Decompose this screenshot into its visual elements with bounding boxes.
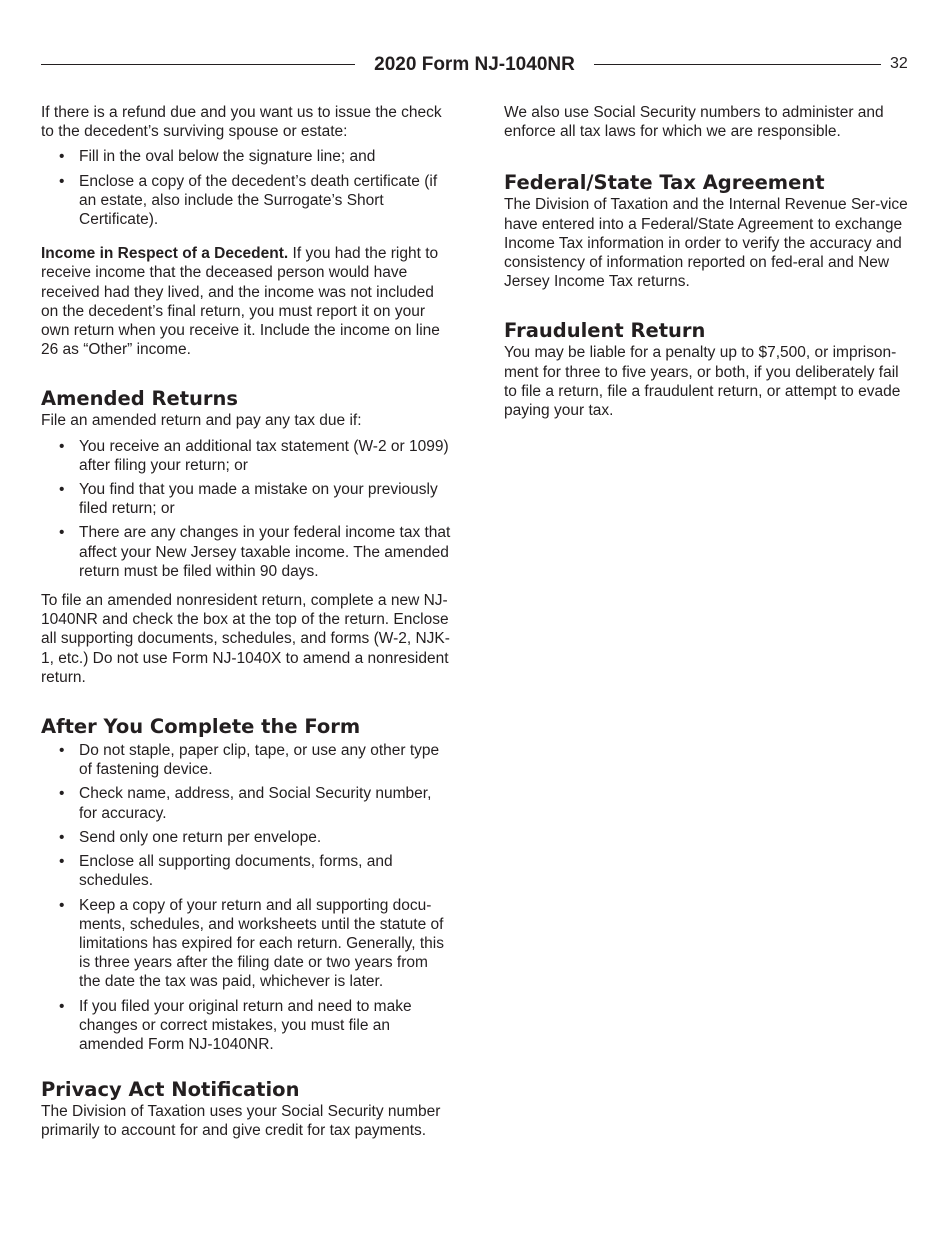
bullet-icon: •: [59, 524, 65, 542]
list-item: • Check name, address, and Social Security number, for accuracy.: [59, 785, 432, 822]
list-item: • Send only one return per envelope.: [59, 828, 322, 846]
bullet-icon: •: [59, 172, 65, 190]
list-item: • Enclose all supporting documents, forms, and schedules.: [59, 853, 393, 890]
agreement-heading: Federal/State Tax Agreement: [504, 171, 825, 195]
bullet-icon: •: [59, 853, 65, 871]
list-item: • Do not staple, paper clip, tape, or use any other type of fastening device.: [59, 742, 440, 779]
after-complete-list: [41, 741, 451, 1054]
privacy-continued: We also use Social Security numbers to administer and enforce all tax laws for which we are responsible.: [504, 104, 884, 141]
bullet-icon: •: [59, 481, 65, 499]
fraud-text: You may be liable for a penalty up to $7,500, or imprison-ment for three to five years, or both, if you deliberately fail to file a return, file a fraudulent return, or attempt to evade paying your tax.: [504, 344, 901, 420]
amended-list: [41, 437, 451, 581]
bullet-icon: •: [59, 896, 65, 914]
list-item: • There are any changes in your federal income tax that affect your New Jersey taxable income. The amended return must be filed within 90 days.: [59, 524, 451, 580]
privacy-text: The Division of Taxation uses your Social Security number primarily to account for and give credit for tax payments.: [41, 1103, 441, 1140]
after-complete-heading: After You Complete the Form: [41, 715, 361, 739]
list-item: • Fill in the oval below the signature line; and: [59, 148, 376, 166]
list-item: • Enclose a copy of the decedent’s death certificate (if an estate, also include the Surrogate’s Short Certificate).: [59, 172, 438, 229]
fraud-heading: Fraudulent Return: [504, 319, 706, 343]
list-item: • You receive an additional tax statement (W-2 or 1099) after filing your return; or: [59, 437, 449, 474]
refund-intro: If there is a refund due and you want us to issue the check to the decedent’s surviving spouse or estate:: [41, 104, 442, 141]
bullet-icon: •: [59, 742, 65, 760]
header-rule-right: [594, 64, 881, 65]
list-item: • Keep a copy of your return and all supporting docu-ments, schedules, and worksheets until the statute of limitations has expired for each return. Generally, this is three years after the filing date or two years from the date the tax was paid, whichever is later.: [59, 896, 444, 991]
list-item: • If you filed your original return and need to make changes or correct mistakes, you must file an amended Form NJ-1040NR.: [59, 997, 412, 1053]
bullet-icon: •: [59, 997, 65, 1015]
ird-paragraph: [41, 244, 451, 359]
left-column: [41, 103, 451, 1141]
refund-list: [41, 147, 451, 229]
right-column: [504, 103, 909, 420]
page-number: 32: [890, 55, 908, 72]
amended-closing: To file an amended nonresident return, complete a new NJ-1040NR and check the box at the top of the return. Enclose all supporting documents, schedules, and forms (W-2, NJK-1, etc.) Do not use Form NJ-1040X to amend a nonresident return.: [41, 592, 450, 686]
bullet-icon: •: [59, 828, 65, 846]
page-title: 2020 Form NJ-1040NR: [374, 54, 575, 75]
bullet-icon: •: [59, 785, 65, 803]
header-rule-left: [41, 64, 355, 65]
privacy-heading: Privacy Act Notification: [41, 1078, 300, 1102]
amended-intro: File an amended return and pay any tax due if:: [41, 412, 362, 430]
amended-heading: Amended Returns: [41, 387, 238, 411]
ird-heading: Income in Respect of a Decedent.: [41, 245, 289, 263]
bullet-icon: •: [59, 437, 65, 455]
agreement-text: The Division of Taxation and the Internal Revenue Ser-vice have entered into a Federal/State Agreement to exchange Income Tax information in order to verify the accuracy and consistency of information reported on fed-eral and New Jersey Income Tax returns.: [504, 196, 908, 291]
list-item: • You find that you made a mistake on your previously filed return; or: [59, 481, 438, 518]
ird-text: If you had the right to receive income that the deceased person would have received had they lived, and the income was not included on the decedent’s final return, you must report it on your own return when you receive it. Include the income on line 26 as “Other” income.: [41, 245, 440, 359]
bullet-icon: •: [59, 148, 65, 166]
